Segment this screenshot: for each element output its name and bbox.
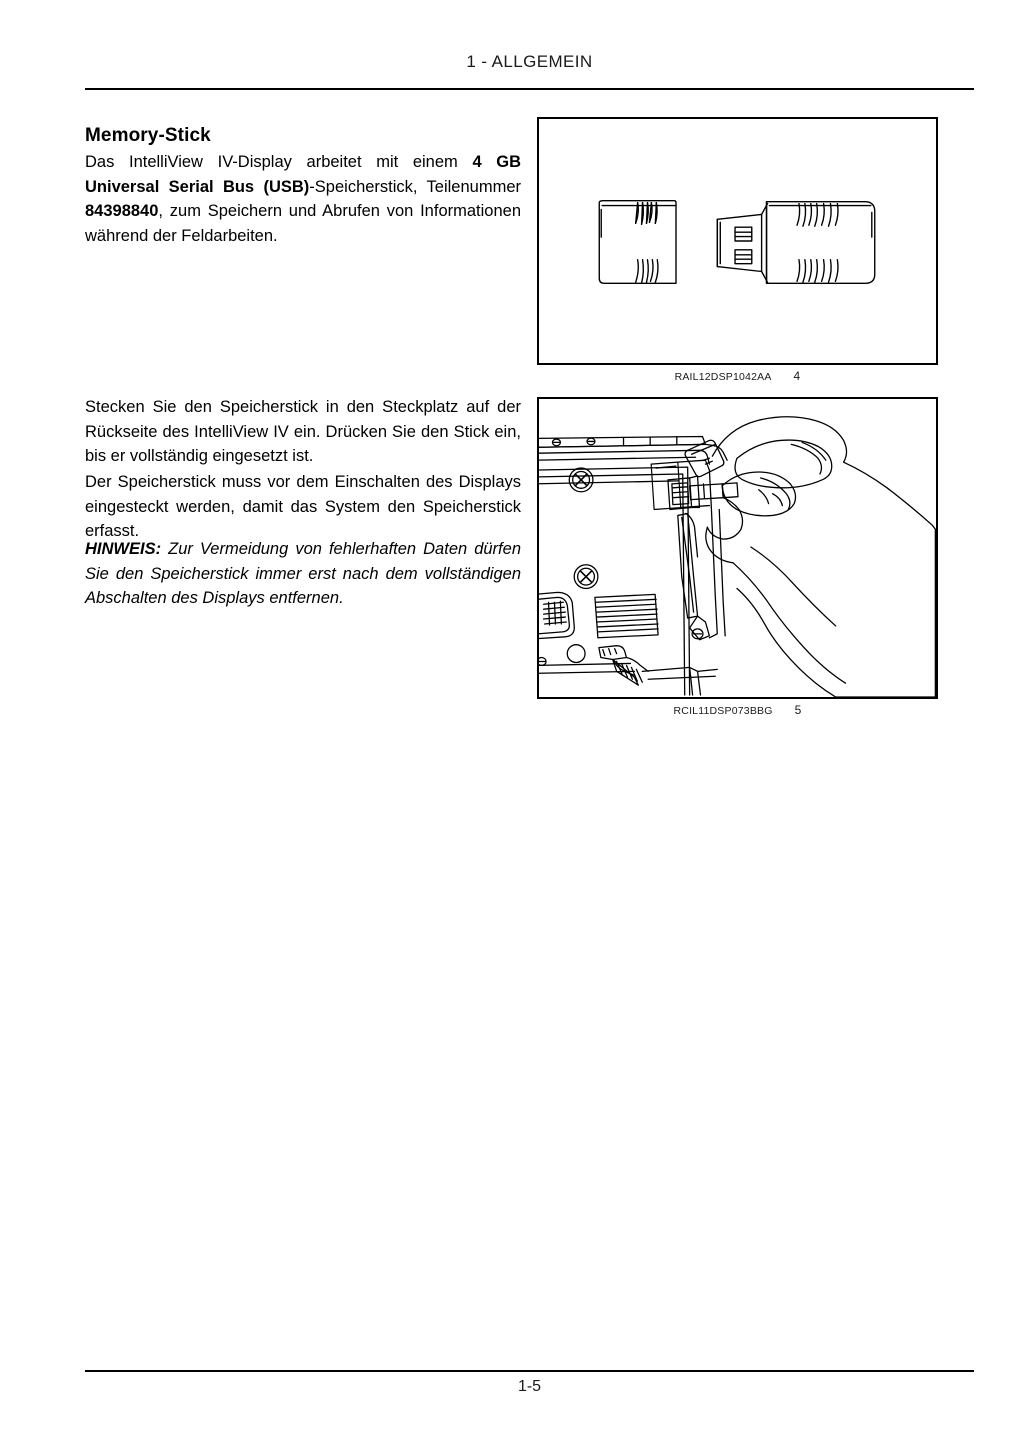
page-number: 1-5	[517, 1378, 542, 1395]
paragraph-insert-instructions: Stecken Sie den Speicherstick in den Steckplatz auf der Rückseite des IntelliView IV ein. Drücken Sie den Stick ein, bis er vollständig eingesetzt ist.	[85, 398, 521, 465]
intro-text-part1: Das IntelliView IV-Display arbeitet mit einem	[85, 153, 473, 171]
page-header: 1 - ALLGEMEIN	[466, 52, 593, 71]
note-label: HINWEIS:	[85, 540, 162, 558]
figure-number-install: 5	[794, 703, 802, 717]
paragraph-note	[85, 537, 521, 611]
figure-caption-install	[537, 703, 938, 717]
note-body: Zur Vermeidung von fehlerhaften Daten dürfen Sie den Speicherstick immer erst nach dem vollständigen Abschalten des Displays entfernen.	[85, 540, 521, 607]
paragraph-intro	[85, 150, 521, 248]
figure-id-usb: RAIL12DSP1042AA	[674, 371, 772, 383]
intro-bold-usb: 4 GB Universal Serial Bus (USB)	[85, 153, 522, 196]
figure-caption-usb	[537, 369, 938, 383]
usb-stick-illustration	[539, 119, 936, 363]
paragraph-before-power-on: Der Speicherstick muss vor dem Einschalten des Displays eingesteckt werden, damit das System den Speicherstick erfasst.	[85, 473, 521, 540]
figure-install-memory-stick	[537, 397, 938, 699]
intro-text-part2: -Speicherstick, Teilenummer	[309, 177, 521, 196]
figure-number-usb: 4	[793, 369, 801, 383]
figure-usb-stick	[537, 117, 938, 365]
page-title: Memory-Stick	[85, 124, 211, 146]
display-rear-insertion-illustration	[539, 399, 936, 697]
intro-text-part3: , zum Speichern und Abrufen von Informationen während der Feldarbeiten.	[85, 202, 521, 245]
footer-divider	[85, 1370, 974, 1372]
figure-id-install: RCIL11DSP073BBG	[673, 705, 773, 717]
header-divider	[85, 88, 974, 90]
intro-bold-partnumber: 84398840	[85, 202, 159, 220]
